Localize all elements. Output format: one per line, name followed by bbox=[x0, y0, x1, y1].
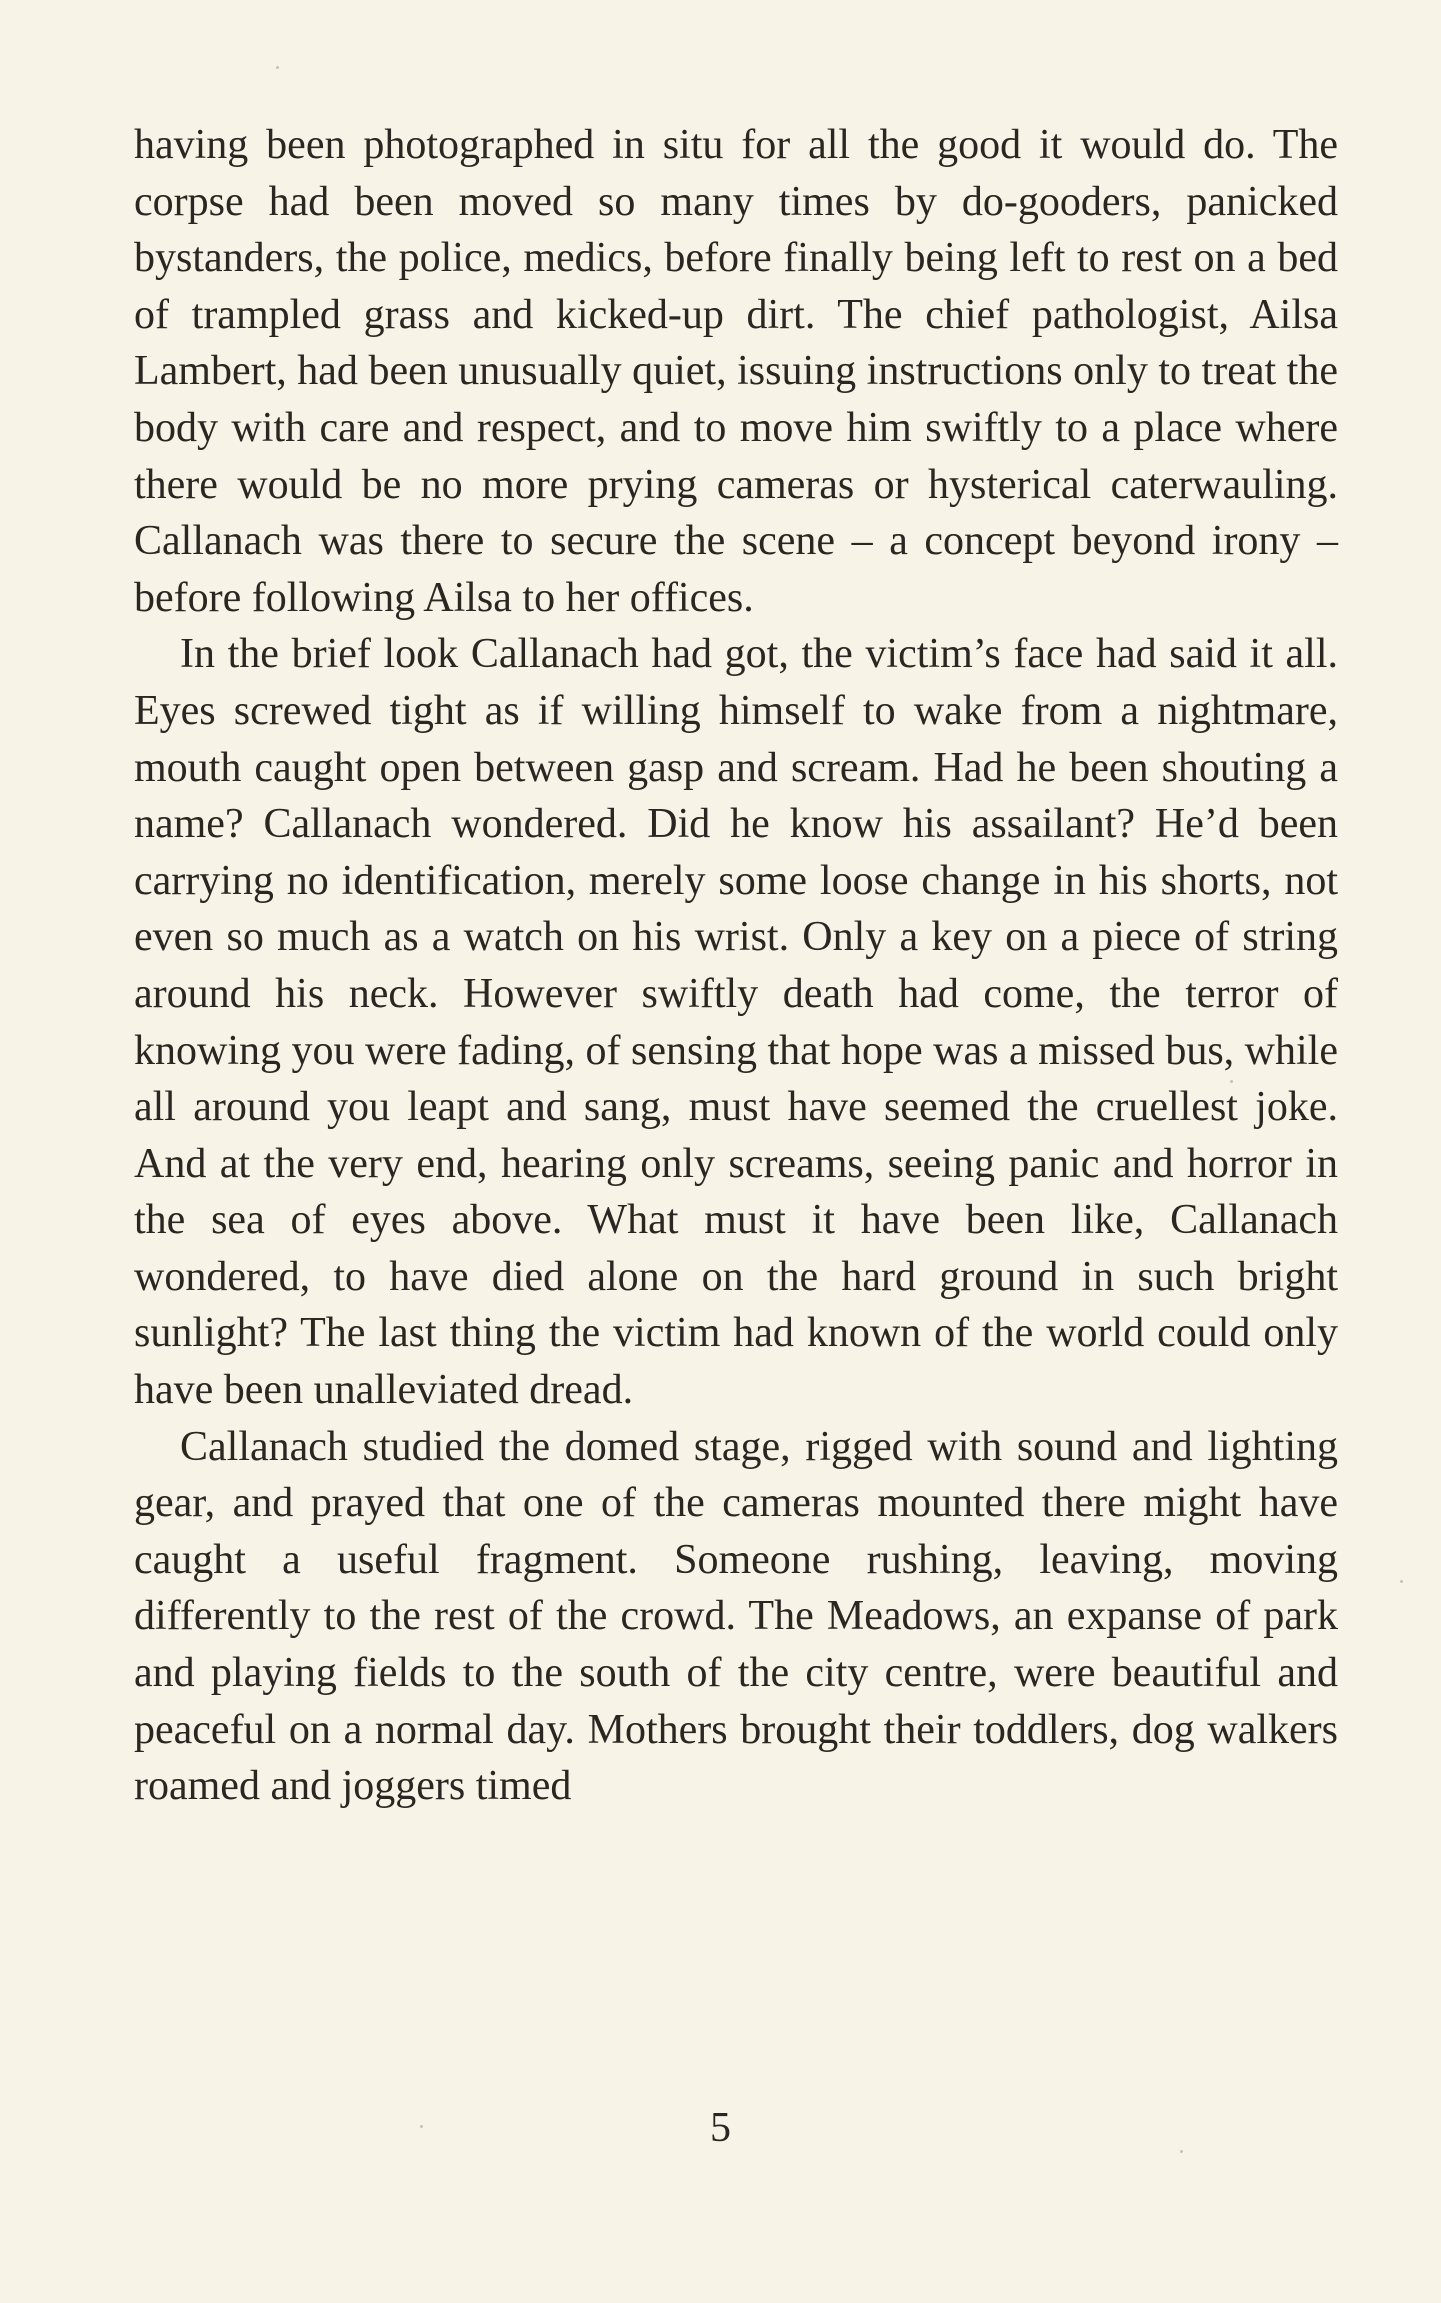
body-text bbox=[134, 117, 1338, 1815]
page-number: 5 bbox=[710, 2105, 731, 2151]
paragraph-3: Callanach studied the domed stage, rigged with sound and lighting gear, and prayed that one of the cameras mounted there might have caught a useful fragment. Someone rushing, leaving, moving differently to the rest of the crowd. The Meadows, an expanse of park and playing fields to the south of the city centre, were beautiful and peaceful on a normal day. Mothers brought their toddlers, dog walkers roamed and joggers timed bbox=[134, 1423, 1338, 1810]
paper-speck bbox=[276, 66, 279, 69]
paragraph-2: In the brief look Callanach had got, the victim’s face had said it all. Eyes screwed tight as if willing himself to wake from a nightmare, mouth caught open between gasp and scream. Had he been shouting a name? Callanach wondered. Did he know his assailant? He’d been carrying no identification, merely some loose change in his shorts, not even so much as a watch on his wrist. Only a key on a piece of string around his neck. However swiftly death had come, the terror of knowing you were fading, of sensing that hope was a missed bus, while all around you leapt and sang, must have seemed the cruellest joke. And at the very end, hearing only screams, seeing panic and horror in the sea of eyes above. What must it have been like, Callanach wondered, to have died alone on the hard ground in such bright sunlight? The last thing the victim had known of the world could only have been unalleviated dread. bbox=[134, 631, 1338, 1414]
paragraph-1: having been photographed in situ for all the good it would do. The corpse had been moved so many times by do-gooders, panicked bystanders, the police, medics, before finally being left to rest on a bed of trampled grass and kicked-up dirt. The chief pathologist, Ailsa Lambert, had been unusually quiet, issuing instructions only to treat the body with care and respect, and to move him swiftly to a place where there would be no more prying cameras or hysterical caterwauling. Callanach was there to secure the scene – a concept beyond irony – before following Ailsa to her offices. bbox=[134, 122, 1338, 621]
paper-speck bbox=[1400, 1580, 1403, 1583]
